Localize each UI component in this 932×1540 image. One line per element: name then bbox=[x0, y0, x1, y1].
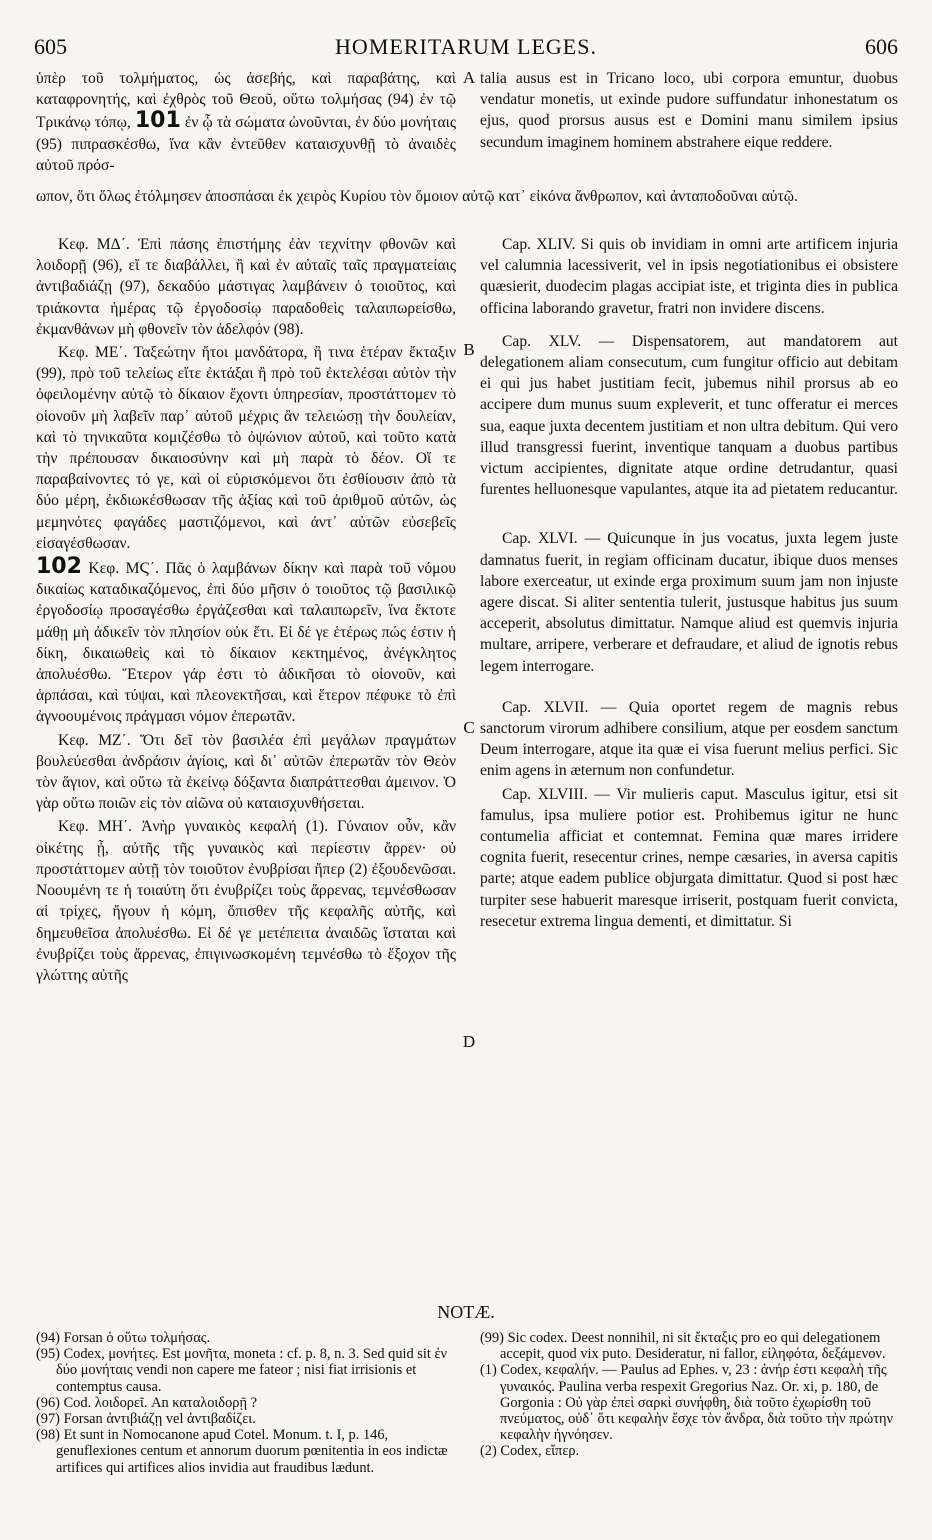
note-1: (1) Codex, κεφαλήν. — Paulus ad Ephes. v, 23 : ἀνήρ ἐστι κεφαλὴ τῆς γυναικός. Paulina verba respexit Gregorius Naz. Or. xi, p. 180, de Gorgonia : Οὐ γὰρ ἐπεὶ σαρκὶ συνήφθη, διὰ τοῦτο ἐχωρίσθη τοῦ πνεύματος, οὐδ᾽ ὅτι κεφαλὴν ἔσχε τὸν ἄνδρα, διὰ τοῦτο τὴν πρώτην κεφαλὴν ἠγνόησεν. bbox=[480, 1362, 894, 1444]
section-number-102: 102 bbox=[36, 554, 82, 580]
latin-chapter-47: Cap. XLVII. — Quia oportet regem de magnis rebus sanctorum virorum adhibere consilium, atque per eosdem sanctum Deum interrogare, atque ita quæ ei visa fuerunt melius perfici. Sic enim agens in æternum non confundetur. bbox=[480, 698, 898, 780]
page-number-left: 605 bbox=[34, 34, 67, 59]
section-number-101: 101 bbox=[134, 108, 181, 134]
greek-top-text-2: ἐν ᾧ τὰ σώματα ὠνοῦνται, ἐν δύο μονήταις (95) πιπρασκέσθω, ἵνα κἂν ἐντεῦθεν καταισχυνθῇ τὸ ἀναιδὲς αὐτοῦ πρόσ- bbox=[36, 114, 456, 174]
note-94: (94) Forsan ὁ οὕτω τολμήσας. bbox=[36, 1330, 211, 1346]
greek-chapter-48: Κεφ. ΜΗ΄. Ἀνὴρ γυναικὸς κεφαλή (1). Γύναιον οὖν, κἂν οἰκέτης ᾖ, αὐτῆς τῆς γυναικὸς καὶ περίεστιν ἄρρεν· οὐ προστάττομεν αὐτῇ τὸν τοιοῦτον ἐνυβρίσαι ἤπερ (2) ἐξουδενῶσαι. Νοουμένη τε ἡ τοιαύτη ὅτι ἐνυβρίζει τοὺς ἄρρενας, τεμνέσθωσαν αἱ τρίχες, ἤγουν ἡ κόμη, ὄπισθεν τῆς κεφαλῆς αὐτῆς, καὶ δημευθεῖσα ἀπολυέσθω. Εἰ δέ γε μετέπειτα ἀναιδῶς ἵσταται καὶ ἐνυβρίζει τοὺς ἄρρενας, ἐπιγινωσκομένη τεμνέσθω τὸ ἔξοχον τῆς γλώττης αὐτῆς bbox=[36, 818, 456, 984]
page-title: HOMERITARUM LEGES. bbox=[335, 34, 597, 59]
latin-chapter-46: Cap. XLVI. — Quicunque in jus vocatus, juxta legem juste damnatus fuerit, in regiam officinam ducatur, ibique duos menses labore exerceatur, ut exinde erga proximum suum jam non injuste agere discat. Si aliter sententia tulerit, justusque habitus jus suum acceperit, absolutus dimittatur. Namque aliud est quemvis injuria multare, arripere, verberare et defraudare, et aliud de ignotis rebus legem interrogare. bbox=[480, 530, 898, 675]
margin-mark-d: D bbox=[462, 1032, 476, 1051]
latin-top-text: talia ausus est in Tricano loco, ubi corpora emuntur, duobus vendatur monetis, ut exinde pudore suffundatur inhonestatum os ejus, quod prorsus ausus est e Domini manu similem ipsius secundum imaginem hominem abstrahere eique reddere. bbox=[480, 70, 898, 151]
greek-chapter-44: Κεφ. ΜΔ΄. Ἐπὶ πάσης ἐπιστήμης ἐὰν τεχνίτην φθονῶν καὶ λοιδορῇ (96), εἴ τε διαβάλλει, ἢ καὶ ἐν αὐταῖς ταῖς πραγματείαις ἀντιβαδιάζῃ (97), δεκαδύο μάστιγας λαμβάνειν ὁ τοιοῦτος, καὶ τριάκοντα ἡμέρας τῷ ἐργοδοσίῳ παραδοθεὶς ταλαιπωρείσθω, ἐκμανθάνων μὴ φθονεῖν τὸν ἀδελφόν (98). bbox=[36, 236, 456, 338]
latin-chapter-45: Cap. XLV. — Dispensatorem, aut mandatorem aut delegationem aliam consecutum, cum fungitur officio aut debitam ei qui jus habet justitiam fecit, jubemus nihil prorsus ab eo accipere dum munus suum expleverit, et tunc offeratur ei merces sua, eaque juxta decentem justitiam et non ultra debitum. Qui vero illud transgressi fuerint, inventique tanquam a duobus partibus victum accipientes, dignitate atque ordine detrudantur, quasi furentes helluonesque vapulantes, atque ita ad pietatem reducantur. bbox=[480, 332, 898, 499]
note-99: (99) Sic codex. Deest nonnihil, ni sit ἔκταξις pro eo qui delegationem accepit, quod vix puto. Desideratur, ni fallor, εἰληφότα, δεξάμενον. bbox=[480, 1330, 886, 1363]
page-number-right: 606 bbox=[865, 34, 898, 59]
greek-top-text: ὑπὲρ τοῦ τολμήματος, ὡς ἀσεβής, καὶ παραβάτης, καὶ καταφρονητής, καὶ ἐχθρὸς τοῦ Θεοῦ, οὕτω τολμήσας (94) ἐν τῷ Τρικάνῳ τόπῳ, bbox=[36, 70, 456, 132]
greek-chapter-46: Κεφ. ΜϚ΄. Πᾶς ὁ λαμβάνων δίκην καὶ παρὰ τοῦ νόμου δικαίως καταδικαζόμενος, ἐπὶ δύο μῆσιν ὁ τοιοῦτος τῷ βασιλικῷ ἐργοδοσίῳ προσαγέσθω ἐργάζεσθαι καὶ ταλαιπωρεῖν, ἵνα ἔκτοτε μάθῃ μὴ ἀδικεῖν τὸν πλησίον οὐκ ἔτι. Εἰ δέ γε ἑτέρως πώς ἐστιν ἡ δίκη, δικαιωθεὶς καὶ τὸ δίκαιον κεκτημένος, ἀνέγκλητος ἀπολυέσθω. Ἕτερον γάρ ἐστι τὸ ἀδικῆσαι τὸ οἱονοῦν, καὶ ἁρπάσαι, καὶ τύψαι, καὶ πλεονεκτῆσαι, καὶ ἕτερον πέφυκε τὸ ἐπὶ ἀγνοουμένοις πράγμασι νόμον ἐπερωτᾶν. bbox=[36, 560, 456, 726]
note-97: (97) Forsan ἀντιβιάζῃ vel ἀντιβαδίζει. bbox=[36, 1411, 256, 1428]
margin-mark-b: B bbox=[463, 340, 475, 359]
full-width-continuation bbox=[36, 186, 898, 209]
latin-top-block bbox=[480, 68, 898, 155]
greek-top-block bbox=[36, 68, 456, 178]
note-2: (2) Codex, εἴπερ. bbox=[480, 1443, 580, 1460]
note-98: (98) Et sunt in Nomocanone apud Cotel. Monum. t. I, p. 146, genuflexiones centum et annorum duorum pœnitentia in eos indictæ artifices qui artifices alios invidia aut fraudibus lædunt. bbox=[36, 1427, 448, 1476]
margin-mark-c: C bbox=[463, 718, 475, 737]
notes-heading: NOTÆ. bbox=[437, 1302, 495, 1322]
full-width-line: ωπον, ὅτι ὅλως ἐτόλμησεν ἀποσπάσαι ἐκ χειρὸς Κυρίου τὸν ὅμοιον αὐτῷ κατ᾽ εἰκόνα ἄνθρωπον, καὶ ἀνταποδοῦναι αὐτῷ. bbox=[36, 188, 798, 205]
greek-chapter-47: Κεφ. ΜΖ΄. Ὅτι δεῖ τὸν βασιλέα ἐπὶ μεγάλων πραγμάτων βουλεύεσθαι ἀνδράσιν ἁγίοις, καὶ δι᾽ αὐτῶν ἐπερωτᾶν τὸν Θεὸν τὸν ἅγιον, καὶ οὕτω τὰ ἐκείνῳ δόξαντα διαπράττεσθαι ἀμεινον. Ὁ γὰρ οὕτω ποιῶν εἰς τὸν αἰῶνα οὐ καταισχυνθήσεται. bbox=[36, 731, 456, 813]
greek-column bbox=[36, 234, 456, 988]
latin-chapter-48: Cap. XLVIII. — Vir mulieris caput. Masculus igitur, etsi sit famulus, ipsa muliere potior est. Prohibemus igitur ne hunc contumelia afficiat et contemnat. Femina quæ mares irridere cognita fuerit, resecentur crines, nempe cæsaries, in aversa capitis parte; atque eadem publice objurgata dimittatur. Quod si post hæc turpiter sese habuerit maresque irriserit, postquam fuerit convicta, resecetur extrema lingua dementi, et dimittatur. Si bbox=[480, 785, 898, 930]
latin-chapter-44: Cap. XLIV. Si quis ob invidiam in omni arte artificem injuria vel calumnia lacessiverit, vel in ipsis negotiationibus ei obsistere quæsierit, duodecim plagas accipiat iste, et triginta dies in publica officina laborando gravetur, fratri non invidere discens. bbox=[480, 236, 898, 317]
notes-left bbox=[36, 1330, 460, 1476]
greek-chapter-45: Κεφ. ΜΕ΄. Ταξεώτην ἤτοι μανδάτορα, ἢ τινα ἑτέραν ἔκταξιν (99), πρὸ τοῦ τελείως εἴτε ἐκτάξαι ἢ πρὸ τοῦ ἐκτελέσαι αὐτὸν τὴν ὀφειλομένην αὐτῷ τὸ δίκαιον ἔχοντι ὑπηρεσίαν, προστάττομεν τὸ οἱονοῦν μὴ λαβεῖν παρ᾽ αὐτοῦ μέχρις ἂν τελειώσῃ τὴν δουλείαν, καὶ τὸ τηνικαῦτα κομιζέσθω τὸ ὀψώνιον αὐτοῦ, καὶ τοῦτο κατὰ τὴν πρέπουσαν δικαιοσύνην καὶ μὴ παρὰ τὸ δέον. Οἵ τε παραβαίνοντες τό γε, καὶ οἱ εὑρισκόμενοι ὅτι ἐσθίουσιν ἀπὸ τὰ δύο μέρη, ἐκδιωκέσθωσαν τῆς ἀξίας καὶ τοῦ ἀριθμοῦ αὐτῶν, ὡς μεμηνότες φαγάδες μαστιζόμενοι, καὶ ἀντ᾽ αὐτῶν εὐσεβεῖς εἰσαγέσθωσαν. bbox=[36, 344, 456, 552]
notes-right bbox=[480, 1330, 898, 1460]
running-header bbox=[34, 34, 898, 64]
note-95: (95) Codex, μονήτες. Est μονῆτα, moneta : cf. p. 8, n. 3. Sed quid sit ἐν δύο μονήταις vendi non capere me fateor ; nisi fiat irrisionis et contemptus causa. bbox=[36, 1346, 448, 1395]
latin-column bbox=[480, 234, 898, 934]
margin-mark-a: A bbox=[462, 68, 476, 87]
note-96: (96) Cod. λοιδορεῖ. An καταλοιδορῇ ? bbox=[36, 1394, 257, 1411]
